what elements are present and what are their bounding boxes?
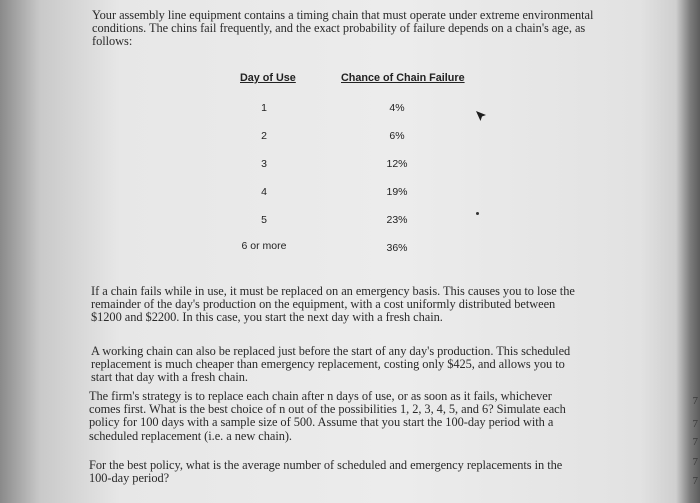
table-cell-chance: 23% [386, 214, 408, 226]
edge-mark: 7 [692, 418, 698, 430]
table-cell-day: 3 [261, 158, 267, 170]
stray-dot [476, 212, 479, 215]
table-cell-chance: 36% [386, 242, 408, 254]
failure-probability-table [230, 72, 470, 262]
header-chance-of-failure: Chance of Chain Failure [341, 72, 465, 84]
table-cell-day: 5 [261, 214, 267, 226]
best-policy-question-paragraph: For the best policy, what is the average number of scheduled and emergency replacements in the 100-day period? [89, 458, 563, 486]
table-cell-chance: 19% [386, 186, 408, 198]
edge-mark: 7 [692, 436, 698, 448]
scheduled-replacement-paragraph: A working chain can also be replaced just before the start of any day's production. This scheduled replacement is much cheaper than emergency replacement, costing only $425, and allows you to start that day with a fresh chain. [91, 344, 571, 385]
table-cell-day: 4 [261, 186, 267, 198]
table-cell-chance: 6% [389, 130, 405, 142]
table-cell-chance: 12% [386, 158, 408, 170]
edge-mark: 7 [692, 456, 698, 468]
strategy-question-paragraph: The firm's strategy is to replace each chain after n days of use, or as soon as it fails, whichever comes first. What is the best choice of n out of the possibilities 1, 2, 3, 4, 5, and 6? Simulate each policy for 100 days with a sample size of 500. Assume that you start the 100-day period with a scheduled replacement (i.e. a new chain). [89, 389, 566, 443]
intro-paragraph: Your assembly line equipment contains a timing chain that must operate under extreme environmental conditions. The chins fail frequently, and the exact probability of failure depends on a chain's age, as follows: [92, 8, 594, 49]
mouse-pointer-icon [474, 109, 488, 123]
edge-mark: 7 [692, 475, 698, 487]
table-cell-chance: 4% [389, 102, 405, 114]
edge-mark: 7 [692, 395, 698, 407]
header-day-of-use: Day of Use [240, 72, 296, 84]
table-cell-day: 1 [261, 102, 267, 114]
table-cell-day: 2 [261, 130, 267, 142]
emergency-replacement-paragraph: If a chain fails while in use, it must be replaced on an emergency basis. This causes you to lose the remainder of the day's production on the equipment, with a cost uniformly distributed between $1200 and $2200. In this case, you start the next day with a fresh chain. [91, 284, 575, 325]
table-cell-day: 6 or more [241, 240, 287, 252]
